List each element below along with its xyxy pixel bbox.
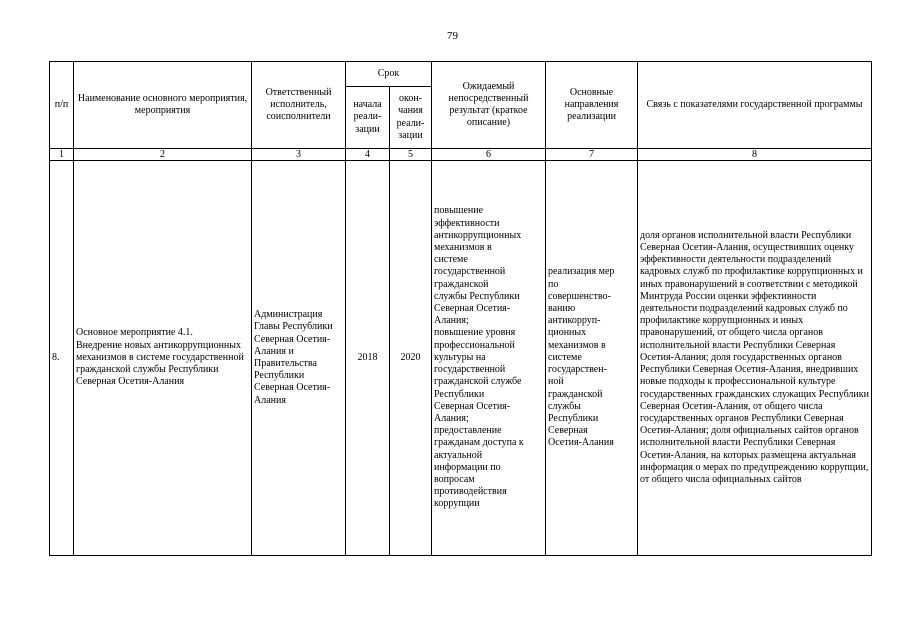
header-responsible: Ответственный исполнитель, соисполнители: [252, 62, 346, 149]
cell-responsible: Администрация Главы Республики Северная Осетия-Алания и Правительства Республики Северная Осетия-Алания: [252, 161, 346, 556]
cell-link: доля органов исполнительной власти Республики Северная Осетия-Алания, осуществивших оценку эффективности деятельности подразделений кадровых служб по профилактике коррупционных и иных правонарушений в соответствии с методикой Минтруда России оценки эффективности деятельности подразделений кадровых служб по профилактике коррупционных и иных правонарушений, от общего числа органов исполнительной власти Республики Северная Осетия-Алания; доля государственных органов Республики Северная Осетия-Алания, внедривших новые подходы к профессиональной культуре государственных гражданских служащих Республики Северная Осетия-Алания, от общего числа государственных органов Республики Северная Осетия-Алания; доля официальных сайтов органов исполнительной власти Республики Северная Осетия-Алания, на которых размещена актуальная информация о мерах по предупреждению коррупции, от общего числа официальных сайтов: [638, 161, 872, 556]
column-number: 4: [346, 149, 390, 161]
cell-result: повышение эффективности антикоррупционных механизмов в системе государственной гражданской службы Республики Северная Осетия- Алания; повышение уровня профессиональной культуры на государственной гражданской службе Республики Северная Осетия- Алания; предоставление гражданам доступа к актуальной информации по вопросам противодействия коррупции: [432, 161, 546, 556]
header-link: Связь с показателями государственной программы: [638, 62, 872, 149]
column-number: 2: [74, 149, 252, 161]
column-number: 8: [638, 149, 872, 161]
header-row-1: [50, 62, 872, 87]
cell-end: 2020: [390, 161, 432, 556]
cell-name: Основное мероприятие 4.1. Внедрение новых антикоррупционных механизмов в системе государственной гражданской службы Республики Северная Осетия-Алания: [74, 161, 252, 556]
header-name: Наименование основного мероприятия, мероприятия: [74, 62, 252, 149]
header-start: начала реали-зации: [346, 87, 390, 149]
header-term: Срок: [346, 62, 432, 87]
header-result: Ожидаемый непосредственный результат (краткое описание): [432, 62, 546, 149]
column-number-row: [50, 149, 872, 161]
column-number: 5: [390, 149, 432, 161]
table-row: [50, 161, 872, 556]
column-number: 1: [50, 149, 74, 161]
column-number: 3: [252, 149, 346, 161]
cell-np: 8.: [50, 161, 74, 556]
cell-start: 2018: [346, 161, 390, 556]
measures-table: [49, 61, 872, 556]
cell-directions: реализация мер по совершенство- ванию антикорруп- ционных механизмов в системе государствен- ной гражданской службы Республики Северная Осетия-Алания: [546, 161, 638, 556]
header-np: п/п: [50, 62, 74, 149]
header-end: окон-чания реали-зации: [390, 87, 432, 149]
column-number: 7: [546, 149, 638, 161]
header-directions: Основные направления реализации: [546, 62, 638, 149]
page-number: 79: [447, 30, 458, 42]
column-number: 6: [432, 149, 546, 161]
